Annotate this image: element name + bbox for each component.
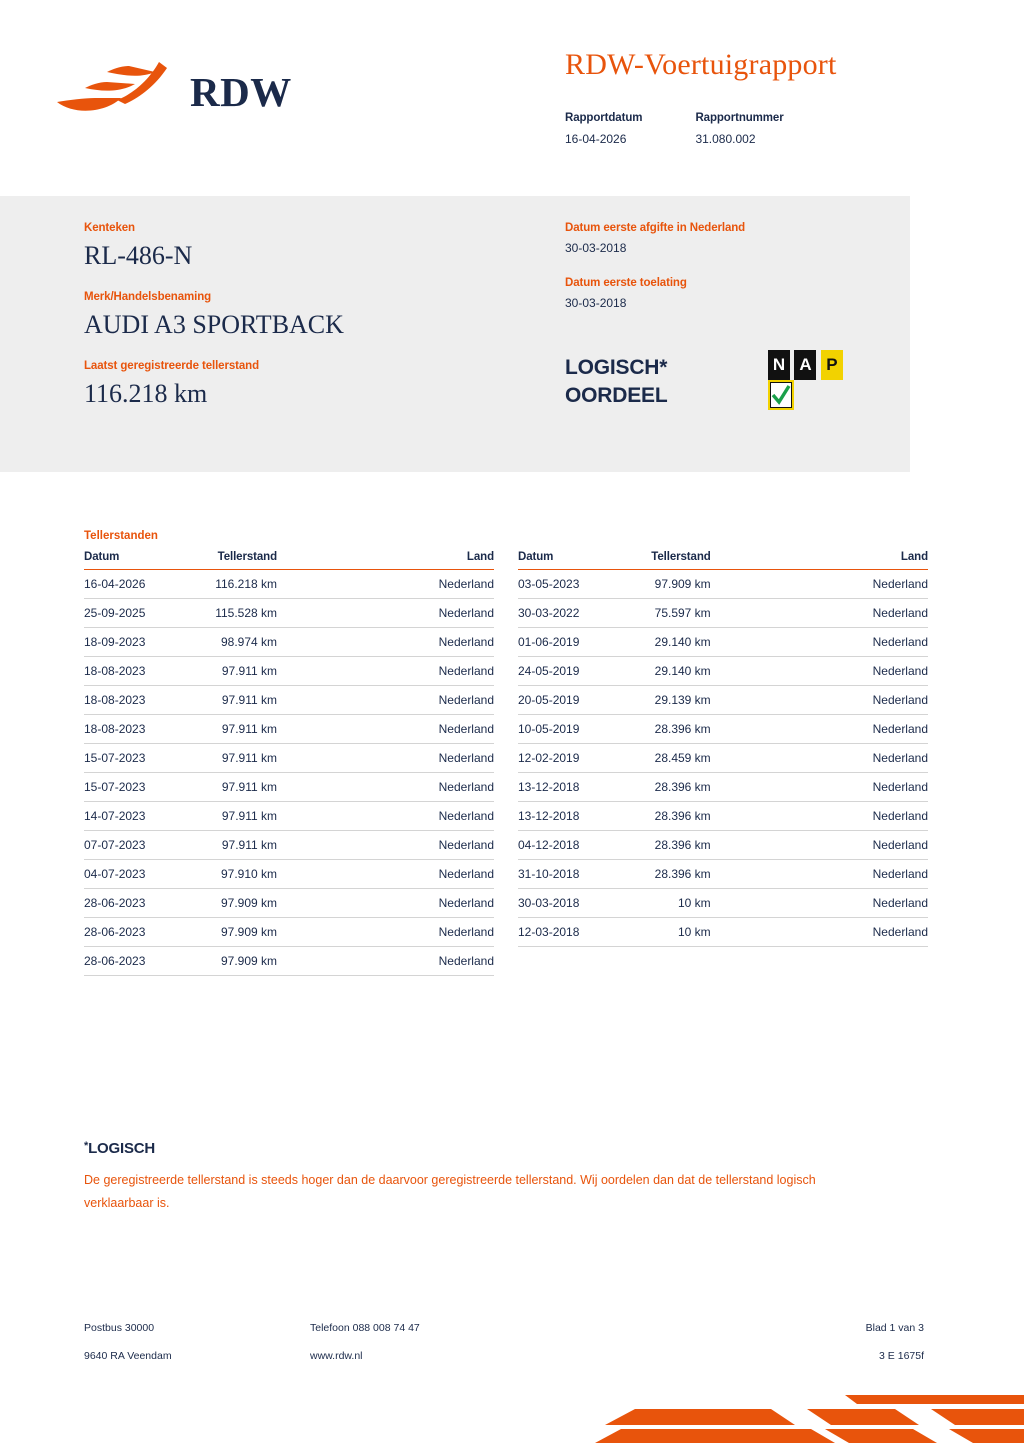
cell-land: Nederland xyxy=(417,744,494,773)
table-row xyxy=(84,744,494,773)
cell-datum: 03-05-2023 xyxy=(518,570,607,599)
rdw-logo xyxy=(55,40,292,120)
table-row xyxy=(518,889,928,918)
cell-land: Nederland xyxy=(851,657,928,686)
cell-tellerstand: 97.909 km xyxy=(172,947,417,976)
cell-land: Nederland xyxy=(851,802,928,831)
cell-tellerstand: 97.911 km xyxy=(172,715,417,744)
cell-datum: 20-05-2019 xyxy=(518,686,607,715)
column-header-datum: Datum xyxy=(84,551,172,570)
cell-land: Nederland xyxy=(417,860,494,889)
footer-postbus: Postbus 30000 xyxy=(84,1322,155,1334)
cell-land: Nederland xyxy=(417,889,494,918)
table-row xyxy=(84,802,494,831)
eerste-afgifte-value: 30-03-2018 xyxy=(565,241,627,255)
footer-form-code: 3 E 1675f xyxy=(879,1350,924,1362)
table-row xyxy=(84,918,494,947)
cell-tellerstand: 97.911 km xyxy=(172,744,417,773)
rdw-logo-mark xyxy=(55,58,173,116)
cell-datum: 30-03-2018 xyxy=(518,889,607,918)
table-row xyxy=(518,744,928,773)
footer-website: www.rdw.nl xyxy=(310,1350,363,1362)
tellerstanden-table-left xyxy=(84,551,494,976)
cell-land: Nederland xyxy=(851,744,928,773)
table-row xyxy=(518,686,928,715)
cell-land: Nederland xyxy=(417,599,494,628)
column-header-tellerstand: Tellerstand xyxy=(172,551,417,570)
cell-land: Nederland xyxy=(851,773,928,802)
cell-land: Nederland xyxy=(417,570,494,599)
report-number-block xyxy=(695,112,783,146)
cell-tellerstand: 28.396 km xyxy=(607,773,851,802)
cell-land: Nederland xyxy=(417,918,494,947)
cell-tellerstand: 75.597 km xyxy=(607,599,851,628)
eerste-toelating-value: 30-03-2018 xyxy=(565,296,627,310)
cell-tellerstand: 28.396 km xyxy=(607,802,851,831)
table-row xyxy=(84,773,494,802)
table-row xyxy=(84,686,494,715)
nap-letter-a: A xyxy=(794,350,816,380)
cell-datum: 16-04-2026 xyxy=(84,570,172,599)
merk-label: Merk/Handelsbenaming xyxy=(84,291,212,304)
report-meta xyxy=(565,112,985,146)
report-number-value: 31.080.002 xyxy=(695,132,756,146)
cell-tellerstand: 97.911 km xyxy=(172,831,417,860)
verdict-line-2: OORDEEL xyxy=(565,384,668,408)
cell-datum: 25-09-2025 xyxy=(84,599,172,628)
cell-land: Nederland xyxy=(417,686,494,715)
cell-land: Nederland xyxy=(851,686,928,715)
cell-land: Nederland xyxy=(417,657,494,686)
cell-datum: 31-10-2018 xyxy=(518,860,607,889)
cell-land: Nederland xyxy=(417,947,494,976)
cell-tellerstand: 97.911 km xyxy=(172,802,417,831)
cell-tellerstand: 10 km xyxy=(607,918,851,947)
cell-land: Nederland xyxy=(851,570,928,599)
table-body-right xyxy=(518,570,928,947)
footer-row-2 xyxy=(84,1350,924,1378)
cell-datum: 18-08-2023 xyxy=(84,657,172,686)
cell-datum: 18-09-2023 xyxy=(84,628,172,657)
cell-tellerstand: 28.396 km xyxy=(607,715,851,744)
cell-land: Nederland xyxy=(851,628,928,657)
cell-tellerstand: 97.911 km xyxy=(172,657,417,686)
cell-land: Nederland xyxy=(417,802,494,831)
table-body-left xyxy=(84,570,494,976)
footer-row-1 xyxy=(84,1322,924,1350)
column-header-land: Land xyxy=(417,551,494,570)
table-row xyxy=(518,918,928,947)
rdw-logo-text: RDW xyxy=(190,69,292,115)
cell-land: Nederland xyxy=(417,628,494,657)
table-row xyxy=(84,628,494,657)
eerste-toelating-label: Datum eerste toelating xyxy=(565,277,687,289)
rdw-bottom-graphic xyxy=(595,1395,1024,1449)
table-row xyxy=(518,657,928,686)
cell-datum: 04-12-2018 xyxy=(518,831,607,860)
vehicle-dates-block xyxy=(565,222,895,332)
tellerstanden-title: Tellerstanden xyxy=(84,530,158,542)
table-row xyxy=(84,889,494,918)
verdict-text xyxy=(565,354,667,411)
nap-letter-n: N xyxy=(768,350,790,380)
cell-land: Nederland xyxy=(851,918,928,947)
cell-tellerstand: 97.909 km xyxy=(607,570,851,599)
table-row xyxy=(518,860,928,889)
laatst-tellerstand-value: 116.218 km xyxy=(84,379,208,409)
table-header-row xyxy=(518,551,928,570)
cell-tellerstand: 28.396 km xyxy=(607,831,851,860)
cell-tellerstand: 97.909 km xyxy=(172,889,417,918)
footer-telefoon: Telefoon 088 008 74 47 xyxy=(310,1322,420,1334)
kenteken-label: Kenteken xyxy=(84,222,135,234)
column-header-land: Land xyxy=(851,551,928,570)
cell-tellerstand: 97.910 km xyxy=(172,860,417,889)
cell-tellerstand: 28.459 km xyxy=(607,744,851,773)
cell-datum: 04-07-2023 xyxy=(84,860,172,889)
table-row xyxy=(518,773,928,802)
cell-datum: 15-07-2023 xyxy=(84,773,172,802)
cell-land: Nederland xyxy=(851,860,928,889)
footnote-title xyxy=(84,1140,884,1157)
cell-tellerstand: 97.911 km xyxy=(172,686,417,715)
cell-datum: 14-07-2023 xyxy=(84,802,172,831)
tellerstanden-table-right xyxy=(518,551,928,947)
report-date-label: Rapportdatum xyxy=(565,112,643,124)
cell-datum: 01-06-2019 xyxy=(518,628,607,657)
cell-land: Nederland xyxy=(851,715,928,744)
table-row xyxy=(84,831,494,860)
cell-land: Nederland xyxy=(851,889,928,918)
cell-datum: 28-06-2023 xyxy=(84,918,172,947)
footer-plaats: 9640 RA Veendam xyxy=(84,1350,172,1362)
table-row xyxy=(518,599,928,628)
vehicle-summary-panel xyxy=(0,196,910,472)
cell-land: Nederland xyxy=(417,715,494,744)
report-date-value: 16-04-2026 xyxy=(565,132,627,146)
document-footer xyxy=(84,1322,924,1378)
table-row xyxy=(518,802,928,831)
cell-datum: 24-05-2019 xyxy=(518,657,607,686)
column-header-tellerstand: Tellerstand xyxy=(607,551,851,570)
cell-tellerstand: 29.140 km xyxy=(607,657,851,686)
cell-land: Nederland xyxy=(417,831,494,860)
table-row xyxy=(518,570,928,599)
merk-value: AUDI A3 SPORTBACK xyxy=(84,310,344,340)
table-row xyxy=(518,831,928,860)
verdict-line-1: LOGISCH* xyxy=(565,356,668,379)
cell-tellerstand: 29.140 km xyxy=(607,628,851,657)
nap-badge xyxy=(768,350,860,380)
cell-datum: 10-05-2019 xyxy=(518,715,607,744)
cell-tellerstand: 10 km xyxy=(607,889,851,918)
footnote-title-text: LOGISCH xyxy=(88,1140,156,1157)
cell-tellerstand: 29.139 km xyxy=(607,686,851,715)
laatst-tellerstand-label: Laatst geregistreerde tellerstand xyxy=(84,360,260,373)
footer-page-number: Blad 1 van 3 xyxy=(865,1322,924,1334)
cell-tellerstand: 28.396 km xyxy=(607,860,851,889)
column-header-datum: Datum xyxy=(518,551,607,570)
kenteken-value: RL-486-N xyxy=(84,241,193,270)
cell-datum: 28-06-2023 xyxy=(84,947,172,976)
cell-datum: 18-08-2023 xyxy=(84,715,172,744)
table-row xyxy=(84,599,494,628)
checkmark-icon xyxy=(768,380,794,410)
table-header-row xyxy=(84,551,494,570)
cell-datum: 12-02-2019 xyxy=(518,744,607,773)
footnote-block xyxy=(84,1140,884,1215)
table-row xyxy=(84,947,494,976)
cell-tellerstand: 98.974 km xyxy=(172,628,417,657)
footnote-star: * xyxy=(84,1140,89,1152)
eerste-afgifte-label: Datum eerste afgifte in Nederland xyxy=(565,222,746,234)
cell-datum: 28-06-2023 xyxy=(84,889,172,918)
cell-datum: 15-07-2023 xyxy=(84,744,172,773)
page-title: RDW-Voertuigrapport xyxy=(565,48,837,81)
cell-land: Nederland xyxy=(851,831,928,860)
table-row xyxy=(518,715,928,744)
cell-datum: 07-07-2023 xyxy=(84,831,172,860)
cell-datum: 13-12-2018 xyxy=(518,802,607,831)
footnote-text: De geregistreerde tellerstand is steeds hoger dan de daarvoor geregistreerde tellerstand. Wij oordelen dan dat de tellerstand logisch verklaarbaar is. xyxy=(84,1173,816,1211)
report-date-block xyxy=(565,112,691,146)
cell-tellerstand: 115.528 km xyxy=(172,599,417,628)
cell-datum: 12-03-2018 xyxy=(518,918,607,947)
report-number-label: Rapportnummer xyxy=(695,112,784,124)
cell-tellerstand: 116.218 km xyxy=(172,570,417,599)
cell-datum: 30-03-2022 xyxy=(518,599,607,628)
document-header xyxy=(0,0,1024,196)
table-row xyxy=(84,657,494,686)
cell-datum: 13-12-2018 xyxy=(518,773,607,802)
cell-datum: 18-08-2023 xyxy=(84,686,172,715)
nap-letter-p: P xyxy=(821,350,843,380)
table-row xyxy=(84,860,494,889)
cell-land: Nederland xyxy=(851,599,928,628)
cell-land: Nederland xyxy=(417,773,494,802)
table-row xyxy=(518,628,928,657)
cell-tellerstand: 97.911 km xyxy=(172,773,417,802)
table-row xyxy=(84,715,494,744)
vehicle-identity-block xyxy=(84,222,504,429)
cell-tellerstand: 97.909 km xyxy=(172,918,417,947)
table-row xyxy=(84,570,494,599)
